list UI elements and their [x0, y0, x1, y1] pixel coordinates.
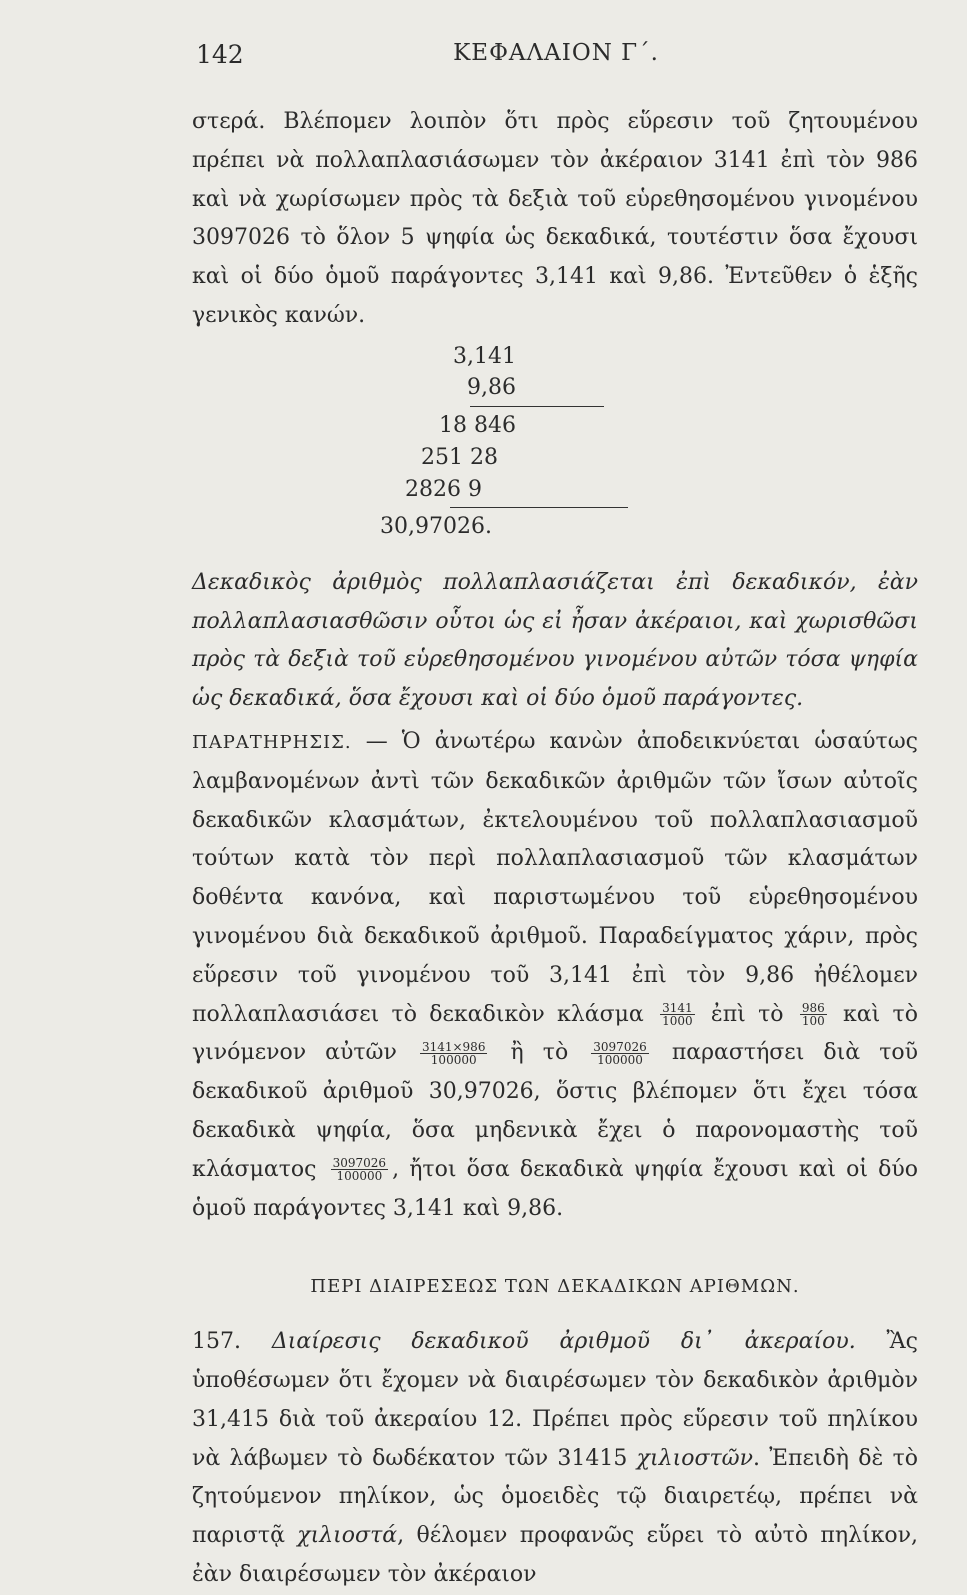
fraction-4-numerator: 3097026 [593, 1039, 647, 1054]
fraction-1-denominator: 1000 [662, 1014, 693, 1029]
remark-text-2: ἐπὶ τὸ [710, 1001, 784, 1027]
paragraph-157-text-1: Ἂς ὑποθέσωμεν ὅτι ἔχομεν νὰ διαιρέσωμεν τὸν δεκαδικὸν ἀριθμὸν 31,415 διὰ τοῦ ἀκεραίου 12. Πρέπει πρὸς εὕρεσιν τοῦ πηλίκου νὰ λάβωμεν τὸ δωδέκατον τῶν 31415 [192, 1329, 918, 1471]
page-header [196, 40, 916, 80]
fraction-5-denominator: 100000 [336, 1169, 383, 1184]
product: 30,97026. [380, 513, 492, 539]
general-rule: Δεκαδικὸς ἀριθμὸς πολλαπλασιάζεται ἐπὶ δεκαδικόν, ἐὰν πολλαπλασιασθῶσιν οὗτοι ὡς εἰ ἦσαν ἀκέραιοι, καὶ χωρισθῶσι πρὸς τὰ δεξιὰ τοῦ εὑρεθησομένου γινομένου αὐτῶν τόσα ψηφία ὡς δεκαδικά, ὅσα ἔχουσι καὶ οἱ δύο ὁμοῦ παράγοντες. [192, 569, 918, 712]
fraction-2-denominator: 100 [801, 1014, 825, 1029]
page-body [192, 103, 918, 1595]
rule-line-2 [450, 507, 628, 509]
paragraph-157-text-2: . Ἐπειδὴ δὲ τὸ ζητούμενον πηλίκον, ὡς ὁμοειδὲς τῷ διαιρετέῳ, πρέπει νὰ παριστᾷ [192, 1445, 918, 1549]
paragraph-157-text-3: , θέλομεν προφανῶς εὕρει τὸ αὐτὸ πηλίκον, ἐὰν διαιρέσωμεν τὸν ἀκέραιον [192, 1523, 919, 1587]
partial-product-1: 18 846 [439, 412, 516, 438]
multiplicand: 3,141 [453, 343, 516, 369]
paragraph-number: 157. [192, 1329, 241, 1355]
remark-text-5: παραστήσει διὰ τοῦ δεκαδικοῦ ἀριθμοῦ 30,97026, ὅστις βλέπομεν ὅτι ἔχει τόσα δεκαδικὰ ψηφία, ὅσα μηδενικὰ ἔχει ὁ παρονομαστὴς τοῦ κλάσματος [192, 1040, 918, 1182]
fraction-2 [800, 1002, 827, 1027]
fraction-1 [660, 1002, 695, 1027]
fraction-3 [420, 1041, 488, 1066]
paragraph-157-italic-2: χιλιοστά [297, 1523, 398, 1549]
fraction-4-denominator: 100000 [597, 1052, 643, 1067]
running-head: ΚΕΦΑΛΑΙΟΝ Γ΄. [453, 40, 659, 66]
remark-paragraph [192, 723, 918, 1228]
fraction-2-numerator: 986 [801, 1001, 825, 1016]
remark-text-3: καὶ τὸ γινόμενον αὐτῶν [192, 1001, 918, 1066]
paragraph-157-italic-1: χιλιοστῶν [636, 1445, 753, 1471]
fraction-4 [591, 1041, 648, 1066]
partial-product-2: 251 28 [421, 444, 498, 470]
multiplication-example [192, 340, 918, 550]
paragraph-157 [192, 1323, 918, 1595]
fraction-5 [331, 1157, 388, 1182]
section-title: ΠΕΡΙ ΔΙΑΙΡΕΣΕΩΣ ΤΩΝ ΔΕΚΑΔΙΚΩΝ ΑΡΙΘΜΩΝ. [310, 1276, 800, 1298]
remark-text-6: , ἤτοι ὅσα δεκαδικὰ ψηφία ἔχουσι καὶ οἱ δύο ὁμοῦ παράγοντες 3,141 καὶ 9,86. [192, 1156, 918, 1221]
fraction-3-numerator: 3141×986 [421, 1039, 486, 1054]
remark-text-1: — Ὁ ἀνωτέρω κανὼν ἀποδεικνύεται ὡσαύτως λαμβανομένων ἀντὶ τῶν δεκαδικῶν ἀριθμῶν τῶν ἴσων αὐτοῖς δεκαδικῶν κλασμάτων, ἐκτελουμένου τοῦ πολλαπλασιασμοῦ τούτων κατὰ τὸν περὶ πολλαπλασιασμοῦ τῶν κλασμάτων δοθέντα κανόνα, καὶ παριστωμένου τοῦ εὑρεθησομένου γινομένου διὰ δεκαδικοῦ ἀριθμοῦ. Παραδείγματος χάριν, πρὸς εὕρεσιν τοῦ γινομένου τοῦ 3,141 ἐπὶ τὸν 9,86 ἠθέλομεν πολλαπλασιάσει τὸ δεκαδικὸν κλάσμα [192, 728, 918, 1027]
remark-text-4: ἢ τὸ [510, 1040, 569, 1066]
fraction-5-numerator: 3097026 [332, 1156, 387, 1171]
fraction-1-numerator: 3141 [662, 1001, 693, 1016]
fraction-3-denominator: 100000 [430, 1052, 477, 1067]
paragraph-continuation: στερά. Βλέπομεν λοιπὸν ὅτι πρὸς εὕρεσιν τοῦ ζητουμένου πρέπει νὰ πολλαπλασιάσωμεν τὸν ἀκέραιον 3141 ἐπὶ τὸν 986 καὶ νὰ χωρίσωμεν πρὸς τὰ δεξιὰ τοῦ εὑρεθησομένου γινομένου 3097026 τὸ ὅλον 5 ψηφία ὡς δεκαδικά, τουτέστιν ὅσα ἔχουσι καὶ οἱ δύο ὁμοῦ παράγοντες 3,141 καὶ 9,86. Ἐντεῦθεν ὁ ἑξῆς γενικὸς κανών. [192, 109, 918, 328]
remark-label: ΠΑΡΑΤΗΡΗΣΙΣ. [192, 731, 352, 753]
rule-line-1 [470, 406, 604, 408]
page-number: 142 [196, 40, 244, 69]
multiplier: 9,86 [467, 374, 516, 400]
partial-product-3: 2826 9 [405, 476, 482, 502]
paragraph-title: Διαίρεσις δεκαδικοῦ ἀριθμοῦ δι᾽ ἀκεραίου. [271, 1329, 856, 1355]
